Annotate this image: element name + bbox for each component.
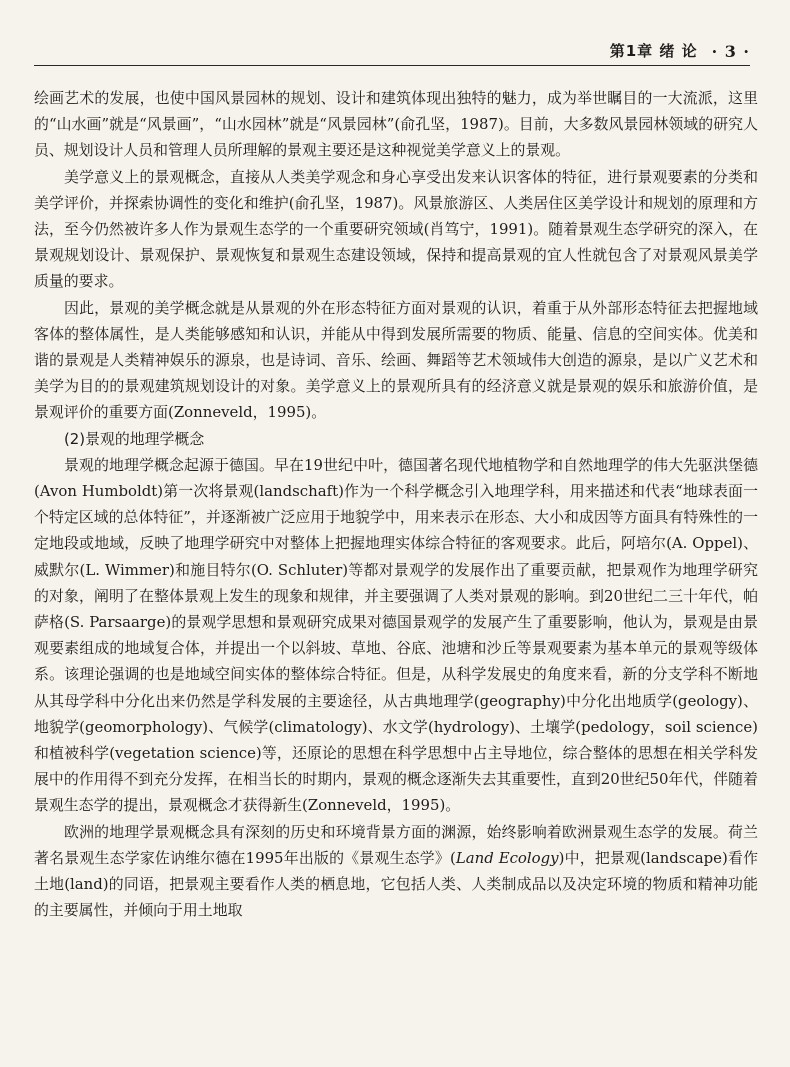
- paragraph: 美学意义上的景观概念，直接从人类美学观念和身心享受出发来认识客体的特征，进行景观要素的分类和美学评价，并探索协调性的变化和维护(俞孔坚，1987)。风景旅游区、人类居住区美学设计和规划的原理和方法，至今仍然被许多人作为景观生态学的一个重要研究领域(肖笃宁，1991)。随着景观生态学研究的深入，在景观规划设计、景观保护、景观恢复和景观生态建设领域，保持和提高景观的宜人性就包含了对景观风景美学质量的要求。: [34, 167, 758, 291]
- running-header: [34, 36, 750, 66]
- paragraph: 因此，景观的美学概念就是从景观的外在形态特征方面对景观的认识，着重于从外部形态特征去把握地域客体的整体属性，是人类能够感知和认识，并能从中得到发展所需要的物质、能量、信息的空间实体。优美和谐的景观是人类精神娱乐的源泉，也是诗词、音乐、绘画、舞蹈等艺术领域伟大创造的源泉，是以广义艺术和美学为目的的景观建筑规划设计的对象。美学意义上的景观所具有的经济意义就是景观的娱乐和旅游价值，是景观评价的重要方面(Zonneveld，1995)。: [34, 298, 758, 422]
- page-number: · 3 ·: [711, 42, 750, 61]
- paragraph: 景观的地理学概念起源于德国。早在19世纪中叶，德国著名现代地植物学和自然地理学的伟大先驱洪堡德(Avon Humboldt)第一次将景观(landschaft)作为一个科学概念引入地理学科，用来描述和代表“地球表面一个特定区域的总体特征”，并逐渐被广泛应用于地貌学中，用来表示在形态、大小和成因等方面具有特殊性的一定地段或地域，反映了地理学研究中对整体上把握地理实体综合特征的客观要求。此后，阿培尔(A. Oppel)、威默尔(L. Wimmer)和施目特尔(O. Schluter)等都对景观学的发展作出了重要贡献，把景观作为地理学研究的对象，阐明了在整体景观上发生的现象和规律，并主要强调了人类对景观的影响。到20世纪二三十年代，帕萨格(S. Parsaarge)的景观学思想和景观研究成果对德国景观学的发展产生了重要影响，他认为，景观是由景观要素组成的地域复合体，并提出一个以斜坡、草地、谷底、池塘和沙丘等景观要素为基本单元的景观等级体系。该理论强调的也是地域空间实体的整体综合特征。但是，从科学发展史的角度来看，新的分支学科不断地从其母学科中分化出来仍然是学科发展的主要途径，从古典地理学(geography)中分化出地质学(geology)、地貌学(geomorphology)、气候学(climatology)、水文学(hydrology)、土壤学(pedology，soil science)和植被科学(vegetation science)等，还原论的思想在科学思想中占主导地位，综合整体的思想在相关学科发展中的作用得不到充分发挥，在相当长的时期内，景观的概念逐渐失去其重要性，直到20世纪50年代，伴随着景观生态学的提出，景观概念才获得新生(Zonneveld，1995)。: [34, 455, 758, 815]
- paragraph: [34, 819, 758, 924]
- paragraph: 绘画艺术的发展，也使中国风景园林的规划、设计和建筑体现出独特的魅力，成为举世瞩目的一大流派，这里的“山水画”就是“风景画”，“山水园林”就是“风景园林”(俞孔坚，1987)。目前，大多数风景园林领域的研究人员、规划设计人员和管理人员所理解的景观主要还是这种视觉美学意义上的景观。: [34, 89, 758, 160]
- section-heading: (2)景观的地理学概念: [64, 429, 205, 448]
- chapter-title: 第1章 绪 论: [609, 42, 698, 60]
- book-title-italic: Land Ecology: [455, 848, 559, 867]
- paragraph-text: )中，把景观(landscape)看作土地(land)的同语，把景观主要看作人类的栖息地，它包括人类、人类制成品以及决定环境的物质和精神功能的主要属性，并倾向于用土地取: [34, 848, 758, 920]
- body-text: [34, 85, 758, 924]
- paragraph-text: 欧洲的地理学景观概念具有深刻的历史和环境背景方面的渊源，始终影响着欧洲景观生态学的发展。荷兰著名景观生态学家佐讷维尔德在1995年出版的《景观生态学》(: [34, 822, 758, 867]
